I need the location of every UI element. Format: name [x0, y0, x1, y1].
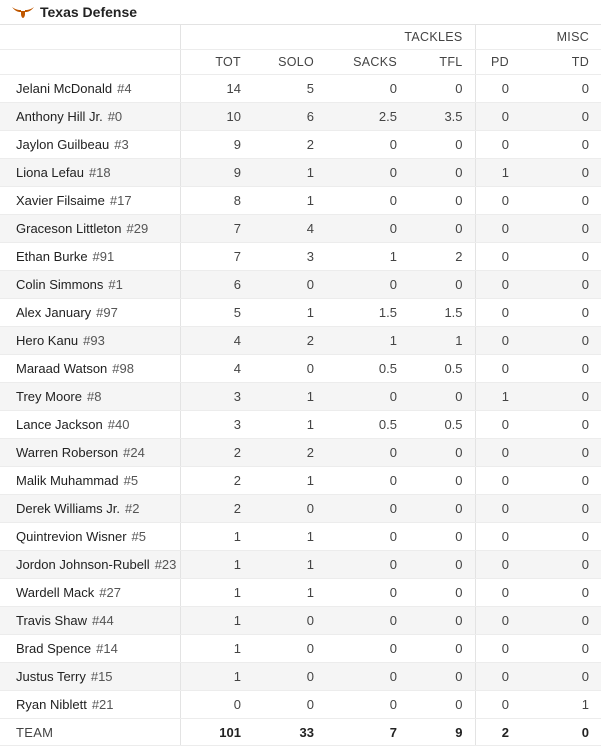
stat-pd: 0	[475, 495, 521, 523]
player-name-link[interactable]: Alex January	[16, 305, 92, 320]
player-cell	[0, 551, 180, 579]
stat-tfl: 2	[409, 243, 475, 271]
player-number: #17	[109, 193, 132, 208]
player-number: #1	[108, 277, 123, 292]
player-row	[0, 159, 601, 187]
stat-pd: 0	[475, 355, 521, 383]
stat-pd: 0	[475, 579, 521, 607]
player-number: #5	[123, 473, 139, 488]
group-header-misc: MISC	[475, 25, 601, 50]
stat-sacks: 0	[326, 439, 409, 467]
stat-tot: 10	[180, 103, 253, 131]
player-cell	[0, 691, 180, 719]
player-number: #27	[99, 585, 121, 600]
player-cell	[0, 215, 180, 243]
stat-td: 0	[521, 159, 601, 187]
player-row	[0, 131, 601, 159]
player-name-link[interactable]: Lance Jackson	[16, 417, 103, 432]
player-row	[0, 495, 601, 523]
player-name-link[interactable]: Justus Terry	[16, 669, 86, 684]
player-cell	[0, 131, 180, 159]
stat-tot: 3	[180, 383, 253, 411]
stat-pd: 0	[475, 439, 521, 467]
team-title: Texas Defense	[40, 4, 138, 20]
stat-pd: 0	[475, 467, 521, 495]
player-row	[0, 467, 601, 495]
stat-td: 0	[521, 103, 601, 131]
stat-tfl: 0	[409, 187, 475, 215]
stat-sacks: 0	[326, 663, 409, 691]
stat-solo: 6	[253, 103, 326, 131]
stat-pd: 0	[475, 663, 521, 691]
player-name-link[interactable]: Warren Roberson	[16, 445, 119, 460]
team-total-label: TEAM	[0, 719, 180, 746]
longhorn-icon	[12, 5, 34, 19]
player-number: #5	[131, 529, 147, 544]
stat-tot: 9	[180, 131, 253, 159]
stat-solo: 1	[253, 187, 326, 215]
player-name-link[interactable]: Liona Lefau	[16, 165, 84, 180]
stat-td: 0	[521, 607, 601, 635]
stat-tot: 1	[180, 523, 253, 551]
stat-pd: 1	[475, 159, 521, 187]
player-row	[0, 411, 601, 439]
stat-tot: 1	[180, 607, 253, 635]
stat-solo: 1	[253, 551, 326, 579]
stat-tot: 4	[180, 355, 253, 383]
stat-tfl: 0	[409, 523, 475, 551]
stat-pd: 0	[475, 75, 521, 103]
player-cell	[0, 299, 180, 327]
defense-stats-table	[0, 24, 601, 746]
stat-solo: 0	[253, 607, 326, 635]
stat-td: 0	[521, 635, 601, 663]
column-header-tfl[interactable]: TFL	[409, 50, 475, 75]
column-header-pd[interactable]: PD	[475, 50, 521, 75]
stat-sacks: 0.5	[326, 411, 409, 439]
stat-pd: 0	[475, 607, 521, 635]
stat-tfl: 0	[409, 215, 475, 243]
stat-solo: 5	[253, 75, 326, 103]
stat-td: 1	[521, 691, 601, 719]
stat-tot: 2	[180, 495, 253, 523]
stat-solo: 1	[253, 159, 326, 187]
stat-pd: 0	[475, 131, 521, 159]
player-number: #44	[92, 613, 114, 628]
stat-tfl: 1	[409, 327, 475, 355]
player-number: #23	[154, 557, 177, 572]
player-row	[0, 75, 601, 103]
stat-solo: 4	[253, 215, 326, 243]
stat-solo: 2	[253, 131, 326, 159]
team-total-sacks: 7	[326, 719, 409, 746]
player-cell	[0, 411, 180, 439]
column-header-tot[interactable]: TOT	[180, 50, 253, 75]
stat-pd: 0	[475, 243, 521, 271]
player-cell	[0, 271, 180, 299]
player-row	[0, 663, 601, 691]
stat-td: 0	[521, 439, 601, 467]
player-number: #91	[92, 249, 115, 264]
stat-solo: 0	[253, 355, 326, 383]
stat-sacks: 0	[326, 271, 409, 299]
stat-td: 0	[521, 271, 601, 299]
stat-td: 0	[521, 243, 601, 271]
stat-td: 0	[521, 131, 601, 159]
stat-pd: 0	[475, 551, 521, 579]
stat-pd: 0	[475, 411, 521, 439]
stat-td: 0	[521, 467, 601, 495]
player-cell	[0, 523, 180, 551]
stat-td: 0	[521, 495, 601, 523]
header-spacer	[0, 25, 180, 50]
stat-solo: 3	[253, 243, 326, 271]
stat-tot: 1	[180, 579, 253, 607]
stat-sacks: 0	[326, 383, 409, 411]
stat-tfl: 0	[409, 607, 475, 635]
player-row	[0, 579, 601, 607]
player-number: #21	[91, 697, 114, 712]
player-row	[0, 383, 601, 411]
stat-pd: 0	[475, 215, 521, 243]
stat-tot: 7	[180, 243, 253, 271]
stat-tot: 14	[180, 75, 253, 103]
stat-td: 0	[521, 411, 601, 439]
stat-tfl: 0.5	[409, 355, 475, 383]
player-name-link[interactable]: Trey Moore	[16, 389, 82, 404]
stat-td: 0	[521, 355, 601, 383]
stat-tfl: 0	[409, 439, 475, 467]
stat-sacks: 1.5	[326, 299, 409, 327]
stat-sacks: 0	[326, 187, 409, 215]
player-row	[0, 355, 601, 383]
stat-tfl: 0	[409, 663, 475, 691]
stat-sacks: 0	[326, 215, 409, 243]
player-number: #93	[83, 333, 105, 348]
stat-td: 0	[521, 299, 601, 327]
stat-td: 0	[521, 327, 601, 355]
stat-tot: 0	[180, 691, 253, 719]
player-name-link[interactable]: Jelani McDonald	[16, 81, 113, 96]
player-name-link[interactable]: Travis Shaw	[16, 613, 88, 628]
player-cell	[0, 327, 180, 355]
player-cell	[0, 187, 180, 215]
stat-pd: 0	[475, 691, 521, 719]
stat-tot: 4	[180, 327, 253, 355]
player-number: #15	[90, 669, 113, 684]
player-row	[0, 551, 601, 579]
stat-sacks: 0	[326, 579, 409, 607]
group-header-tackles: TACKLES	[180, 25, 475, 50]
stat-sacks: 2.5	[326, 103, 409, 131]
player-row	[0, 691, 601, 719]
player-name-link[interactable]: Maraad Watson	[16, 361, 108, 376]
stat-tfl: 0	[409, 495, 475, 523]
stat-solo: 1	[253, 299, 326, 327]
stat-tot: 5	[180, 299, 253, 327]
player-name-link[interactable]: Malik Muhammad	[16, 473, 119, 488]
player-cell	[0, 663, 180, 691]
stat-tot: 2	[180, 439, 253, 467]
player-row	[0, 327, 601, 355]
player-row	[0, 243, 601, 271]
player-row	[0, 635, 601, 663]
player-number: #40	[107, 417, 130, 432]
player-cell	[0, 495, 180, 523]
stat-td: 0	[521, 579, 601, 607]
player-number: #97	[96, 305, 118, 320]
team-total-tot: 101	[180, 719, 253, 746]
player-number: #8	[86, 389, 102, 404]
stat-pd: 0	[475, 299, 521, 327]
stat-sacks: 0	[326, 75, 409, 103]
player-cell	[0, 103, 180, 131]
stat-tfl: 3.5	[409, 103, 475, 131]
player-cell	[0, 635, 180, 663]
header-spacer	[0, 50, 180, 75]
player-cell	[0, 467, 180, 495]
stat-solo: 2	[253, 327, 326, 355]
stat-pd: 0	[475, 523, 521, 551]
player-row	[0, 103, 601, 131]
stat-pd: 0	[475, 103, 521, 131]
stat-td: 0	[521, 187, 601, 215]
player-cell	[0, 579, 180, 607]
player-number: #98	[112, 361, 134, 376]
stat-tot: 2	[180, 467, 253, 495]
team-total-td: 0	[521, 719, 601, 746]
column-header-row	[0, 50, 601, 75]
stat-solo: 1	[253, 411, 326, 439]
stat-solo: 0	[253, 495, 326, 523]
player-name-link[interactable]: Wardell Mack	[16, 585, 95, 600]
player-cell	[0, 383, 180, 411]
stat-sacks: 0	[326, 691, 409, 719]
stat-solo: 0	[253, 271, 326, 299]
player-name-link[interactable]: Ethan Burke	[16, 249, 88, 264]
stat-tfl: 0	[409, 579, 475, 607]
stat-tfl: 1.5	[409, 299, 475, 327]
stat-sacks: 0.5	[326, 355, 409, 383]
player-number: #29	[126, 221, 149, 236]
stat-sacks: 1	[326, 327, 409, 355]
player-number: #2	[125, 501, 140, 516]
stat-sacks: 0	[326, 495, 409, 523]
player-cell	[0, 243, 180, 271]
player-number: #18	[88, 165, 111, 180]
stat-tfl: 0	[409, 75, 475, 103]
stat-solo: 1	[253, 523, 326, 551]
player-cell	[0, 607, 180, 635]
stat-tfl: 0	[409, 271, 475, 299]
player-row	[0, 215, 601, 243]
stat-td: 0	[521, 551, 601, 579]
stat-tfl: 0	[409, 467, 475, 495]
stat-tot: 8	[180, 187, 253, 215]
stat-solo: 1	[253, 579, 326, 607]
team-total-tfl: 9	[409, 719, 475, 746]
player-name-link[interactable]: Colin Simmons	[16, 277, 104, 292]
column-header-solo[interactable]: SOLO	[253, 50, 326, 75]
stat-tfl: 0	[409, 551, 475, 579]
player-row	[0, 271, 601, 299]
stat-tot: 6	[180, 271, 253, 299]
stat-td: 0	[521, 523, 601, 551]
stat-solo: 0	[253, 691, 326, 719]
column-header-td[interactable]: TD	[521, 50, 601, 75]
stat-sacks: 0	[326, 467, 409, 495]
player-number: #0	[107, 109, 123, 124]
player-cell	[0, 75, 180, 103]
stat-tfl: 0	[409, 691, 475, 719]
stat-solo: 0	[253, 635, 326, 663]
stat-sacks: 0	[326, 523, 409, 551]
player-name-link[interactable]: Hero Kanu	[16, 333, 79, 348]
stat-sacks: 1	[326, 243, 409, 271]
player-cell	[0, 159, 180, 187]
column-group-header-row	[0, 25, 601, 50]
player-number: #4	[117, 81, 132, 96]
player-row	[0, 607, 601, 635]
stat-sacks: 0	[326, 131, 409, 159]
player-name-link[interactable]: Anthony Hill Jr.	[16, 109, 103, 124]
player-name-link[interactable]: Quintrevion Wisner	[16, 529, 127, 544]
stat-solo: 2	[253, 439, 326, 467]
stat-tot: 7	[180, 215, 253, 243]
team-total-row	[0, 719, 601, 746]
player-cell	[0, 439, 180, 467]
team-total-solo: 33	[253, 719, 326, 746]
column-header-sacks[interactable]: SACKS	[326, 50, 409, 75]
stat-sacks: 0	[326, 607, 409, 635]
stat-td: 0	[521, 75, 601, 103]
stat-sacks: 0	[326, 635, 409, 663]
stat-pd: 0	[475, 635, 521, 663]
player-name-link[interactable]: Brad Spence	[16, 641, 92, 656]
player-row	[0, 299, 601, 327]
stat-pd: 0	[475, 327, 521, 355]
player-number: #24	[123, 445, 145, 460]
stat-td: 0	[521, 383, 601, 411]
player-name-link[interactable]: Jordon Johnson-Rubell	[16, 557, 150, 572]
stat-solo: 1	[253, 467, 326, 495]
stat-pd: 0	[475, 187, 521, 215]
stat-tot: 1	[180, 551, 253, 579]
player-row	[0, 187, 601, 215]
stat-sacks: 0	[326, 551, 409, 579]
stat-tfl: 0	[409, 635, 475, 663]
player-row	[0, 439, 601, 467]
stat-pd: 0	[475, 271, 521, 299]
stat-tot: 1	[180, 635, 253, 663]
stat-tfl: 0	[409, 131, 475, 159]
player-rows	[0, 75, 601, 719]
player-row	[0, 523, 601, 551]
stat-pd: 1	[475, 383, 521, 411]
player-cell	[0, 355, 180, 383]
stat-tfl: 0	[409, 383, 475, 411]
stat-tfl: 0	[409, 159, 475, 187]
player-name-link[interactable]: Ryan Niblett	[16, 697, 87, 712]
player-number: #3	[114, 137, 129, 152]
stat-solo: 0	[253, 663, 326, 691]
table-title-bar	[0, 0, 601, 24]
stat-solo: 1	[253, 383, 326, 411]
stat-tot: 9	[180, 159, 253, 187]
stat-tot: 3	[180, 411, 253, 439]
player-name-link[interactable]: Xavier Filsaime	[16, 193, 105, 208]
stat-td: 0	[521, 663, 601, 691]
player-name-link[interactable]: Graceson Littleton	[16, 221, 122, 236]
stat-td: 0	[521, 215, 601, 243]
player-number: #14	[96, 641, 118, 656]
stat-sacks: 0	[326, 159, 409, 187]
stat-tot: 1	[180, 663, 253, 691]
player-name-link[interactable]: Jaylon Guilbeau	[16, 137, 110, 152]
stat-tfl: 0.5	[409, 411, 475, 439]
player-name-link[interactable]: Derek Williams Jr.	[16, 501, 121, 516]
team-total-pd: 2	[475, 719, 521, 746]
